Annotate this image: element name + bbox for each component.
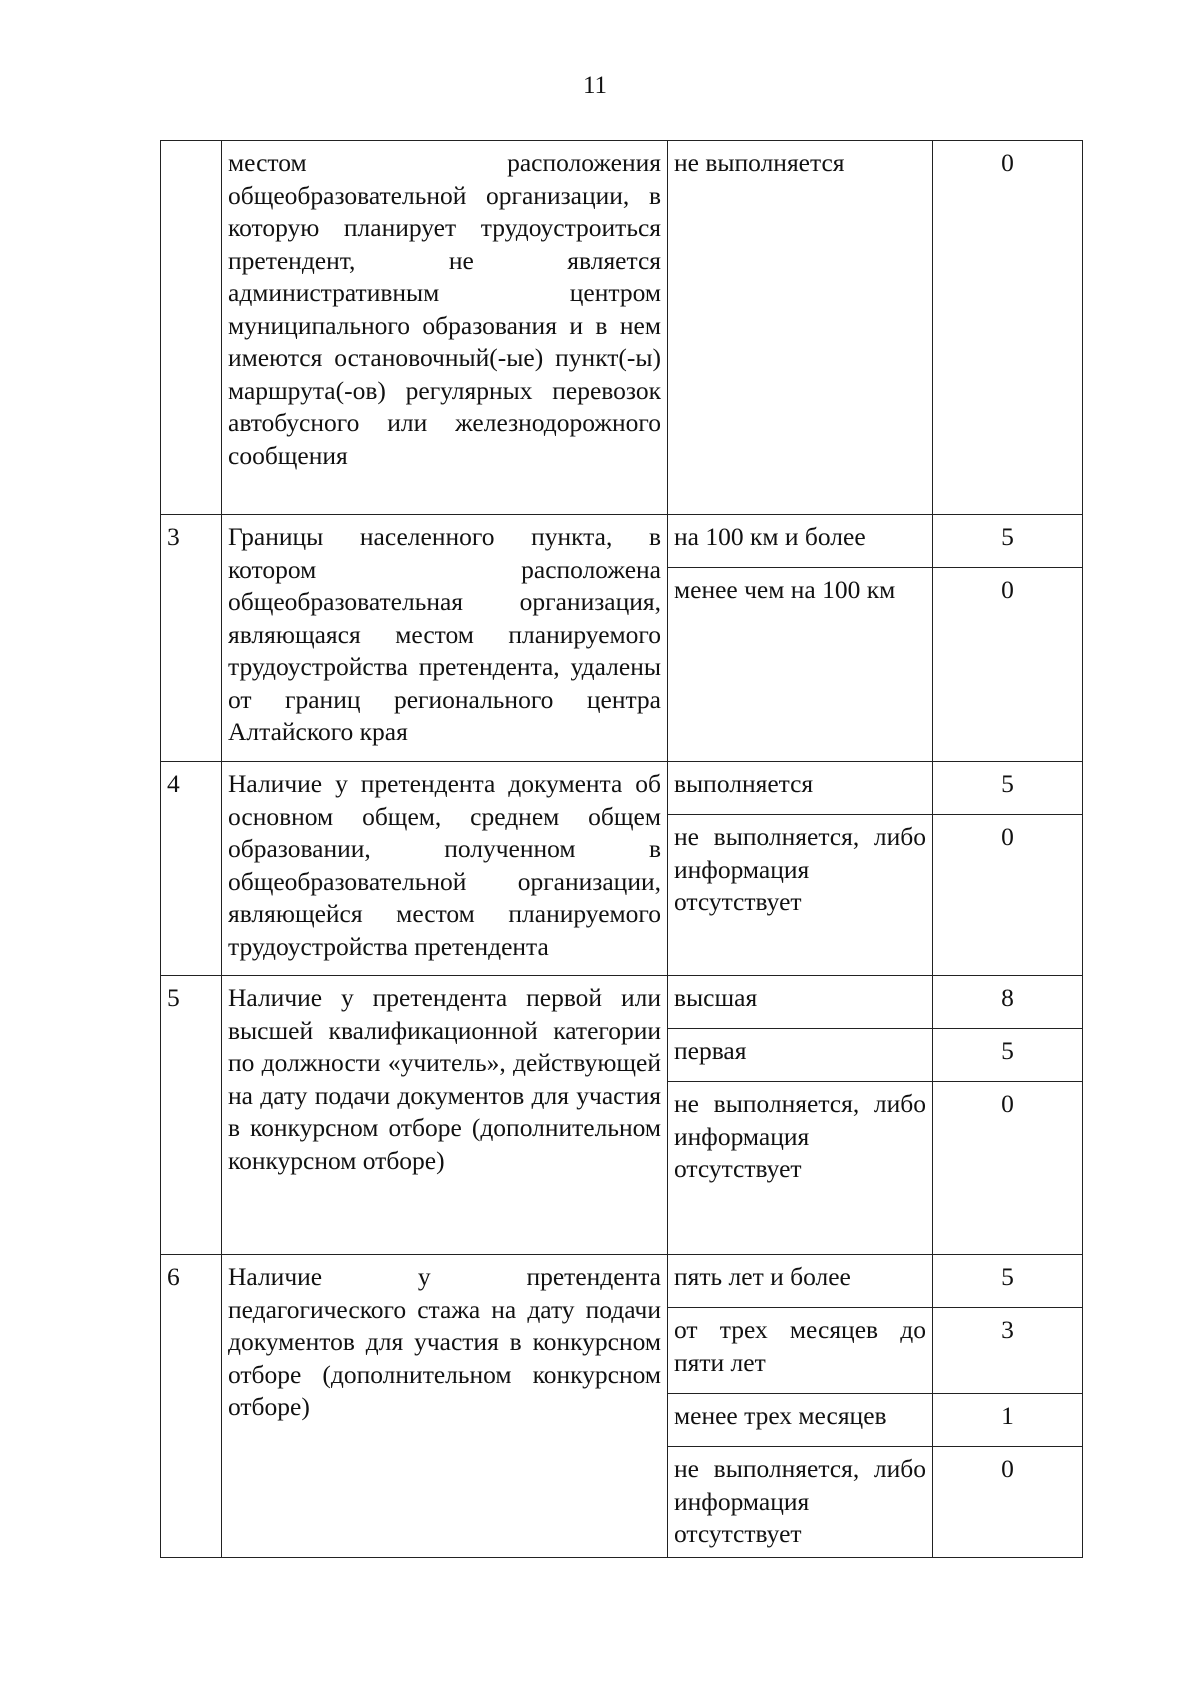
points-value: 5: [933, 762, 1083, 815]
criterion-text: Наличие у претендента первой или высшей квалификационной категории по должности «учитель», действующей на дату подачи документов для участия в конкурсном отборе (дополнительном конкурсном отборе): [222, 976, 668, 1255]
row-number: [161, 141, 222, 515]
criterion-text: Границы населенного пункта, в котором расположена общеобразовательная организация, являющаяся местом планируемого трудоустройства претендента, удалены от границ регионального центра Алтайского края: [222, 515, 668, 762]
condition-text: менее трех месяцев: [668, 1394, 933, 1447]
points-value: 5: [933, 1029, 1083, 1082]
row-number: 5: [161, 976, 222, 1255]
points-value: 0: [933, 815, 1083, 976]
points-value: 0: [933, 1447, 1083, 1558]
points-value: 8: [933, 976, 1083, 1029]
table-row: [161, 1255, 1083, 1308]
criterion-text: местом расположения общеобразовательной организации, в которую планирует трудоустроиться претендент, не является административным центром муниципального образования и в нем имеются остановочный(-ые) пункт(-ы) маршрута(-ов) регулярных перевозок автобусного или железнодорожного сообщения: [222, 141, 668, 515]
criterion-text: Наличие у претендента документа об основном общем, среднем общем образовании, полученном в общеобразовательной организации, являющейся местом планируемого трудоустройства претендента: [222, 762, 668, 976]
criteria-table: [160, 140, 1083, 1558]
condition-text: от трех месяцев до пяти лет: [668, 1308, 933, 1394]
condition-text: на 100 км и более: [668, 515, 933, 568]
table-row: [161, 141, 1083, 515]
points-value: 0: [933, 141, 1083, 515]
condition-text: не выполняется: [668, 141, 933, 515]
row-number: 4: [161, 762, 222, 976]
condition-text: высшая: [668, 976, 933, 1029]
points-value: 0: [933, 1082, 1083, 1255]
condition-text: менее чем на 100 км: [668, 568, 933, 762]
points-value: 0: [933, 568, 1083, 762]
table-row: [161, 515, 1083, 568]
condition-text: не выполняется, либо информация отсутствует: [668, 1447, 933, 1558]
page-number: 11: [582, 72, 608, 99]
table-row: [161, 762, 1083, 815]
condition-text: первая: [668, 1029, 933, 1082]
table-row: [161, 976, 1083, 1029]
condition-text: не выполняется, либо информация отсутствует: [668, 815, 933, 976]
points-value: 3: [933, 1308, 1083, 1394]
condition-text: пять лет и более: [668, 1255, 933, 1308]
condition-text: выполняется: [668, 762, 933, 815]
points-value: 5: [933, 1255, 1083, 1308]
condition-text: не выполняется, либо информация отсутствует: [668, 1082, 933, 1255]
row-number: 3: [161, 515, 222, 762]
points-value: 5: [933, 515, 1083, 568]
row-number: 6: [161, 1255, 222, 1558]
points-value: 1: [933, 1394, 1083, 1447]
criterion-text: Наличие у претендента педагогического стажа на дату подачи документов для участия в конкурсном отборе (дополнительном конкурсном отборе): [222, 1255, 668, 1558]
